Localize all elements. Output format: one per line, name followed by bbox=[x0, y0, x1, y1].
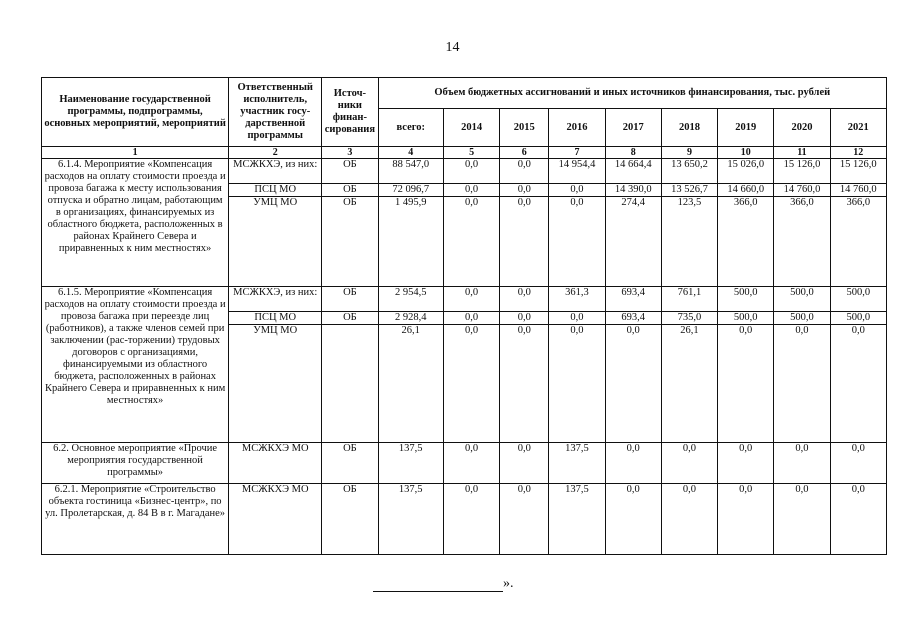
column-number: 11 bbox=[774, 147, 830, 159]
value-cell bbox=[443, 159, 499, 287]
header-responsible: Ответственный исполнитель, участник госу-дарственной программы bbox=[229, 78, 322, 147]
responsible-executor: УМЦ МО bbox=[229, 196, 321, 209]
amount: 13 650,2 bbox=[671, 159, 708, 170]
funding-source: ОБ bbox=[322, 183, 377, 196]
amount: 0,0 bbox=[444, 196, 499, 209]
source-cell bbox=[322, 287, 378, 443]
amount: 500,0 bbox=[846, 287, 871, 298]
value-cell bbox=[378, 484, 443, 555]
amount: 15 026,0 bbox=[727, 159, 765, 170]
amount: 0,0 bbox=[517, 287, 531, 298]
responsible-cell bbox=[229, 159, 322, 287]
amount: 0,0 bbox=[444, 311, 499, 324]
amount: 0,0 bbox=[465, 287, 479, 298]
value-cell bbox=[443, 287, 499, 443]
value-cell bbox=[549, 159, 605, 287]
amount: 0,0 bbox=[795, 443, 809, 454]
amount: 26,1 bbox=[379, 324, 443, 337]
closing-mark bbox=[373, 576, 523, 592]
amount: 26,1 bbox=[662, 324, 717, 337]
amount: 0,0 bbox=[795, 484, 809, 495]
value-cell bbox=[774, 443, 830, 484]
funding-source bbox=[322, 324, 377, 337]
amount: 0,0 bbox=[606, 324, 661, 337]
amount: 0,0 bbox=[500, 183, 548, 196]
header-year: 2021 bbox=[830, 109, 886, 147]
amount: 0,0 bbox=[718, 324, 773, 337]
amount: 500,0 bbox=[718, 311, 773, 324]
amount: 0,0 bbox=[774, 324, 829, 337]
value-cell bbox=[378, 443, 443, 484]
value-cell bbox=[605, 443, 661, 484]
header-year: 2014 bbox=[443, 109, 499, 147]
value-cell bbox=[549, 287, 605, 443]
amount: 72 096,7 bbox=[379, 183, 443, 196]
amount: 2 928,4 bbox=[379, 311, 443, 324]
responsible-cell bbox=[229, 287, 322, 443]
value-cell bbox=[830, 287, 886, 443]
header-year: 2018 bbox=[661, 109, 717, 147]
amount: 0,0 bbox=[465, 443, 479, 454]
column-number: 5 bbox=[443, 147, 499, 159]
amount: 693,4 bbox=[621, 287, 645, 298]
responsible-executor: МСЖКХЭ, из них: bbox=[233, 287, 318, 298]
value-cell bbox=[661, 159, 717, 287]
amount: 14 390,0 bbox=[606, 183, 661, 196]
amount: 0,0 bbox=[444, 183, 499, 196]
source-cell bbox=[322, 159, 378, 287]
amount: 137,5 bbox=[398, 443, 423, 454]
amount: 0,0 bbox=[626, 443, 640, 454]
amount: 500,0 bbox=[774, 311, 829, 324]
responsible-cell bbox=[229, 443, 322, 484]
header-source: Источ-ники финан-сирования bbox=[322, 78, 378, 147]
amount: 0,0 bbox=[626, 484, 640, 495]
value-cell bbox=[718, 443, 774, 484]
value-cell bbox=[774, 287, 830, 443]
amount: 735,0 bbox=[662, 311, 717, 324]
value-cell bbox=[718, 484, 774, 555]
table-row bbox=[42, 443, 887, 484]
value-cell bbox=[830, 484, 886, 555]
page-number: 14 bbox=[445, 40, 460, 55]
amount: 137,5 bbox=[398, 484, 423, 495]
header-name: Наименование государственной программы, подпрограммы, основных мероприятий, мероприятий bbox=[42, 78, 229, 147]
source-cell bbox=[322, 484, 378, 555]
column-number: 7 bbox=[549, 147, 605, 159]
responsible-executor: ПСЦ МО bbox=[229, 183, 321, 196]
activity-name: 6.1.4. Мероприятие «Компенсация расходов на оплату стоимости проезда и провоза багажа к месту использования отпуска и обратно лицам, работающим в организациях, финансируемых из областного бюджета, расположенных в районах Крайнего Севера и приравненных к ним местностях» bbox=[42, 159, 229, 287]
amount: 0,0 bbox=[465, 484, 479, 495]
value-cell bbox=[605, 287, 661, 443]
value-cell bbox=[443, 484, 499, 555]
amount: 500,0 bbox=[790, 287, 814, 298]
header-year: 2019 bbox=[718, 109, 774, 147]
value-cell bbox=[718, 159, 774, 287]
value-cell bbox=[774, 159, 830, 287]
source-cell bbox=[322, 443, 378, 484]
header-total: всего: bbox=[378, 109, 443, 147]
amount: 0,0 bbox=[517, 159, 531, 170]
value-cell bbox=[661, 287, 717, 443]
value-cell bbox=[549, 443, 605, 484]
amount: 0,0 bbox=[517, 484, 531, 495]
amount: 123,5 bbox=[662, 196, 717, 209]
closing-quote: ». bbox=[503, 576, 514, 591]
amount: 0,0 bbox=[851, 443, 865, 454]
header-year: 2015 bbox=[500, 109, 549, 147]
table-row bbox=[42, 159, 887, 287]
funding-source: ОБ bbox=[322, 196, 377, 209]
amount: 14 760,0 bbox=[774, 183, 829, 196]
amount: 0,0 bbox=[444, 324, 499, 337]
value-cell bbox=[605, 159, 661, 287]
column-number: 2 bbox=[229, 147, 322, 159]
table-row bbox=[42, 287, 887, 443]
responsible-executor: УМЦ МО bbox=[229, 324, 321, 337]
amount: 2 954,5 bbox=[394, 287, 427, 298]
funding-source: ОБ bbox=[343, 287, 357, 298]
amount: 500,0 bbox=[831, 311, 886, 324]
table-row bbox=[42, 484, 887, 555]
budget-table bbox=[41, 77, 887, 555]
amount: 0,0 bbox=[517, 443, 531, 454]
amount: 0,0 bbox=[500, 324, 548, 337]
responsible-executor: МСЖКХЭ, из них: bbox=[233, 159, 318, 170]
amount: 361,3 bbox=[565, 287, 589, 298]
amount: 0,0 bbox=[549, 183, 604, 196]
amount: 0,0 bbox=[549, 196, 604, 209]
activity-name: 6.2.1. Мероприятие «Строительство объекта гостиница «Бизнес-центр», по ул. Пролетарская, д. 84 В в г. Магадане» bbox=[42, 484, 229, 555]
amount: 14 760,0 bbox=[831, 183, 886, 196]
responsible-cell bbox=[229, 484, 322, 555]
amount: 14 660,0 bbox=[718, 183, 773, 196]
value-cell bbox=[443, 443, 499, 484]
amount: 137,5 bbox=[565, 484, 589, 495]
funding-source: ОБ bbox=[343, 443, 357, 454]
column-number: 8 bbox=[605, 147, 661, 159]
amount: 761,1 bbox=[677, 287, 702, 298]
column-number: 4 bbox=[378, 147, 443, 159]
value-cell bbox=[718, 287, 774, 443]
amount: 15 126,0 bbox=[839, 159, 877, 170]
column-number: 1 bbox=[42, 147, 229, 159]
amount: 0,0 bbox=[465, 159, 479, 170]
amount: 0,0 bbox=[851, 484, 865, 495]
header-year: 2016 bbox=[549, 109, 605, 147]
value-cell bbox=[378, 287, 443, 443]
funding-source: ОБ bbox=[343, 159, 357, 170]
amount: 274,4 bbox=[606, 196, 661, 209]
amount: 137,5 bbox=[565, 443, 589, 454]
value-cell bbox=[378, 159, 443, 287]
responsible-executor: ПСЦ МО bbox=[229, 311, 321, 324]
amount: 500,0 bbox=[733, 287, 758, 298]
value-cell bbox=[500, 159, 549, 287]
amount: 14 664,4 bbox=[614, 159, 652, 170]
amount: 0,0 bbox=[831, 324, 886, 337]
value-cell bbox=[500, 287, 549, 443]
header-budget: Объем бюджетных ассигнований и иных источников финансирования, тыс. рублей bbox=[378, 78, 886, 109]
column-number: 10 bbox=[718, 147, 774, 159]
amount: 366,0 bbox=[831, 196, 886, 209]
column-number: 12 bbox=[830, 147, 886, 159]
value-cell bbox=[830, 159, 886, 287]
funding-source: ОБ bbox=[322, 311, 377, 324]
amount: 0,0 bbox=[500, 196, 548, 209]
responsible-executor: МСЖКХЭ МО bbox=[241, 484, 309, 495]
amount: 693,4 bbox=[606, 311, 661, 324]
amount: 0,0 bbox=[739, 443, 753, 454]
value-cell bbox=[661, 443, 717, 484]
activity-name: 6.2. Основное мероприятие «Прочие мероприятия государственной программы» bbox=[42, 443, 229, 484]
amount: 366,0 bbox=[718, 196, 773, 209]
amount: 0,0 bbox=[682, 443, 696, 454]
amount: 0,0 bbox=[739, 484, 753, 495]
value-cell bbox=[500, 443, 549, 484]
value-cell bbox=[605, 484, 661, 555]
header-year: 2017 bbox=[605, 109, 661, 147]
amount: 0,0 bbox=[549, 311, 604, 324]
amount: 15 126,0 bbox=[783, 159, 821, 170]
amount: 1 495,9 bbox=[379, 196, 443, 209]
amount: 366,0 bbox=[774, 196, 829, 209]
amount: 0,0 bbox=[682, 484, 696, 495]
value-cell bbox=[830, 443, 886, 484]
value-cell bbox=[549, 484, 605, 555]
value-cell bbox=[661, 484, 717, 555]
amount: 0,0 bbox=[500, 311, 548, 324]
amount: 88 547,0 bbox=[392, 159, 430, 170]
value-cell bbox=[774, 484, 830, 555]
column-number: 3 bbox=[322, 147, 378, 159]
value-cell bbox=[500, 484, 549, 555]
column-number: 6 bbox=[500, 147, 549, 159]
activity-name: 6.1.5. Мероприятие «Компенсация расходов на оплату стоимости проезда и провоза багажа при переезде лиц (работников), а также членов семей при заключении (рас-торжении) трудовых договоров с организациями, финансируемыми из областного бюджета, расположенных в районах Крайнего Севера и приравненных к ним местностях» bbox=[42, 287, 229, 443]
responsible-executor: МСЖКХЭ МО bbox=[241, 443, 309, 454]
column-number: 9 bbox=[661, 147, 717, 159]
amount: 14 954,4 bbox=[558, 159, 596, 170]
header-year: 2020 bbox=[774, 109, 830, 147]
amount: 13 526,7 bbox=[662, 183, 717, 196]
funding-source: ОБ bbox=[343, 484, 357, 495]
amount: 0,0 bbox=[549, 324, 604, 337]
column-number-row bbox=[42, 147, 887, 159]
closing-rule bbox=[373, 591, 503, 592]
